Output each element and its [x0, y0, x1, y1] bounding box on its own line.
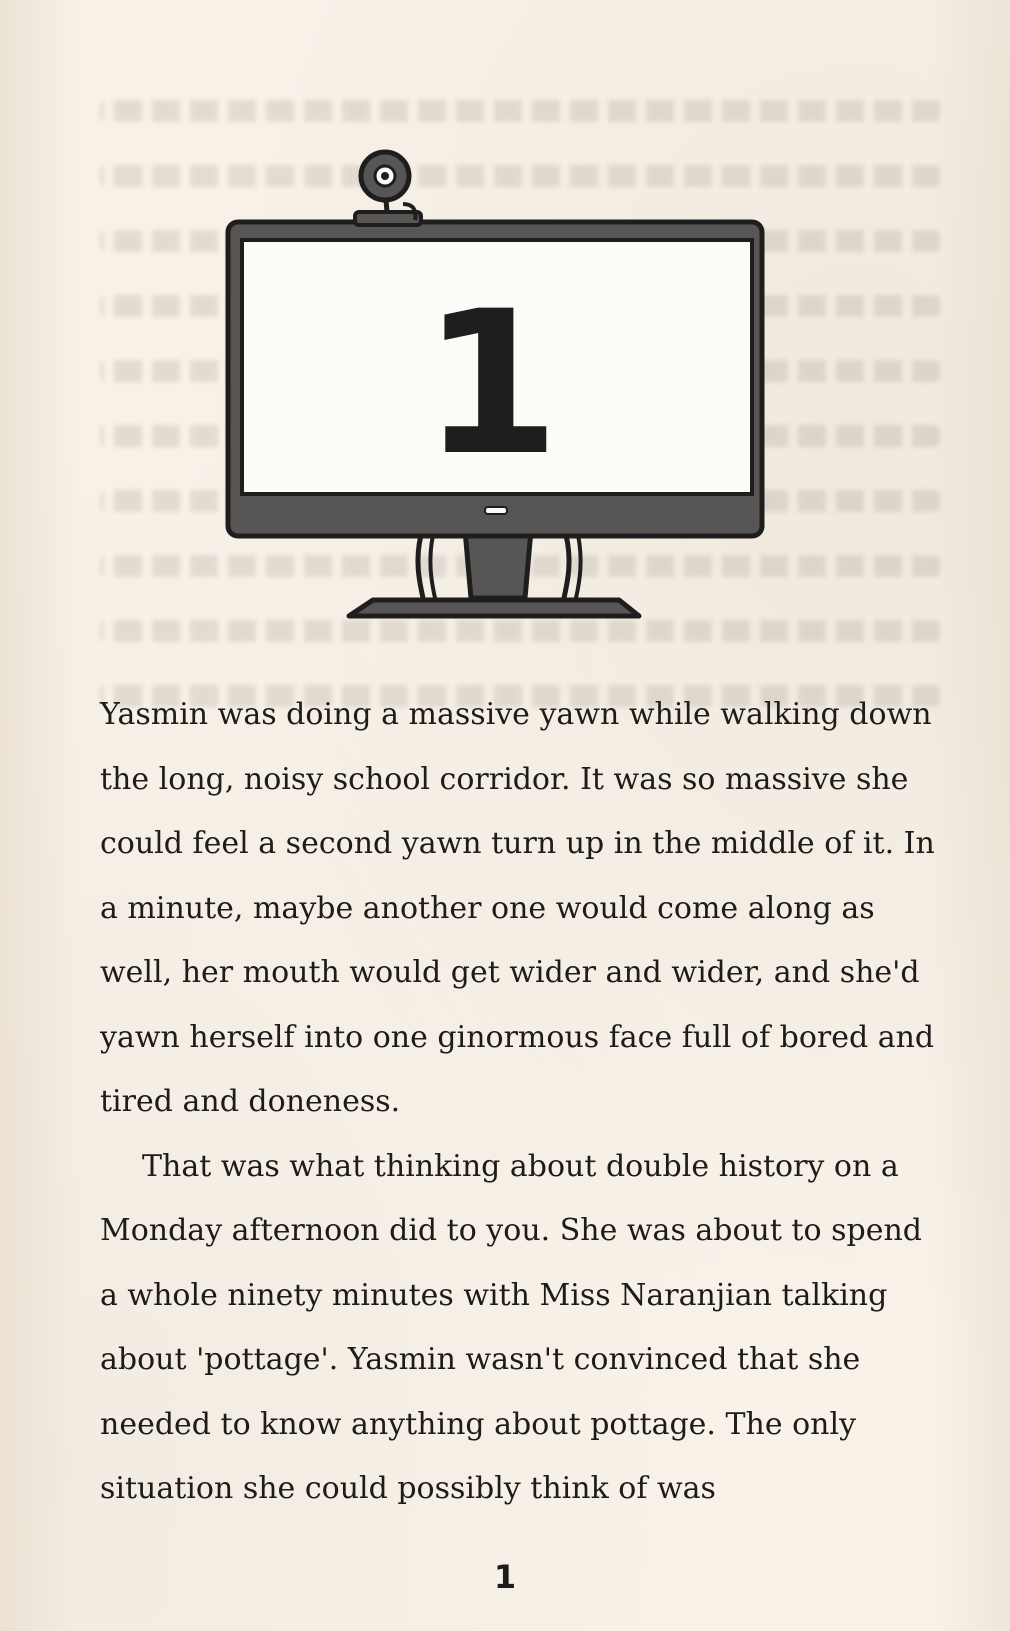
chapter-body	[100, 683, 940, 1522]
paragraph-1: Yasmin was doing a massive yawn while walking down the long, noisy school corridor. It was so massive she could feel a second yawn turn up in the middle of it. In a minute, maybe another one would come along as well, her mouth would get wider and wider, and she'd yawn herself into one ginormous face full of bored and tired and doneness.	[100, 697, 935, 1119]
monitor-stand	[349, 530, 639, 616]
page-number: 1	[493, 1558, 517, 1596]
computer-monitor-with-webcam-icon	[225, 140, 805, 650]
paragraph-2: That was what thinking about double history on a Monday afternoon did to you. She was about to spend a whole ninety minutes with Miss Naranjian talking about 'pottage'. Yasmin wasn't convinced that she needed to know anything about pottage. The only situation she could possibly think of was	[100, 1148, 922, 1506]
chapter-number: 1	[422, 268, 560, 499]
webcam-icon	[355, 152, 421, 225]
